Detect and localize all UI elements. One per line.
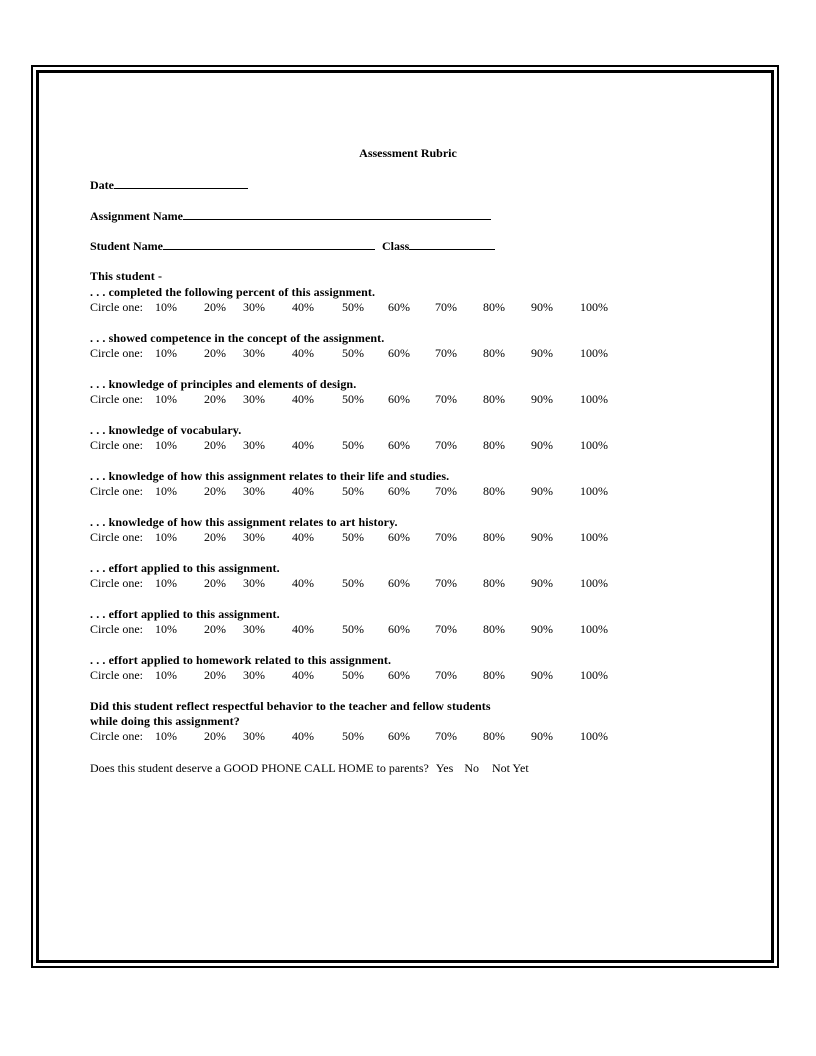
- percent-option-100[interactable]: 100%: [580, 530, 608, 544]
- percent-option-100[interactable]: 100%: [580, 300, 608, 314]
- circle-one-label: Circle one:: [90, 300, 143, 314]
- percent-option-50[interactable]: 50%: [342, 622, 364, 636]
- percent-option-50[interactable]: 50%: [342, 484, 364, 498]
- percent-option-70[interactable]: 70%: [435, 392, 457, 406]
- percent-option-70[interactable]: 70%: [435, 484, 457, 498]
- percent-option-100[interactable]: 100%: [580, 622, 608, 636]
- percent-option-10[interactable]: 10%: [155, 622, 177, 636]
- percent-option-20[interactable]: 20%: [204, 346, 226, 360]
- percent-option-30[interactable]: 30%: [243, 576, 265, 590]
- percent-option-30[interactable]: 30%: [243, 438, 265, 452]
- assignment-name-label: Assignment Name: [90, 209, 183, 223]
- percent-option-70[interactable]: 70%: [435, 346, 457, 360]
- percent-option-100[interactable]: 100%: [580, 668, 608, 682]
- percent-option-60[interactable]: 60%: [388, 438, 410, 452]
- percent-option-10[interactable]: 10%: [155, 392, 177, 406]
- percent-option-70[interactable]: 70%: [435, 622, 457, 636]
- percent-option-10[interactable]: 10%: [155, 729, 177, 743]
- percent-option-30[interactable]: 30%: [243, 530, 265, 544]
- percent-option-60[interactable]: 60%: [388, 392, 410, 406]
- percent-option-80[interactable]: 80%: [483, 484, 505, 498]
- criterion-1: . . . completed the following percent of this assignment.: [90, 285, 376, 299]
- phone-call-option-no[interactable]: No: [464, 761, 479, 775]
- percent-option-20[interactable]: 20%: [204, 530, 226, 544]
- percent-option-90[interactable]: 90%: [531, 392, 553, 406]
- percent-option-80[interactable]: 80%: [483, 622, 505, 636]
- percent-option-30[interactable]: 30%: [243, 622, 265, 636]
- percent-option-90[interactable]: 90%: [531, 729, 553, 743]
- percent-option-40[interactable]: 40%: [292, 484, 314, 498]
- page-title: Assessment Rubric: [359, 146, 457, 160]
- criterion-6: . . . knowledge of how this assignment relates to art history.: [90, 515, 398, 529]
- percent-option-20[interactable]: 20%: [204, 300, 226, 314]
- circle-one-label: Circle one:: [90, 530, 143, 544]
- percent-option-90[interactable]: 90%: [531, 530, 553, 544]
- behavior-question-line1: Did this student reflect respectful behavior to the teacher and fellow students: [90, 699, 491, 713]
- percent-option-80[interactable]: 80%: [483, 530, 505, 544]
- percent-option-20[interactable]: 20%: [204, 484, 226, 498]
- percent-option-70[interactable]: 70%: [435, 530, 457, 544]
- percent-option-70[interactable]: 70%: [435, 729, 457, 743]
- percent-option-30[interactable]: 30%: [243, 392, 265, 406]
- percent-option-50[interactable]: 50%: [342, 729, 364, 743]
- percent-option-30[interactable]: 30%: [243, 346, 265, 360]
- circle-one-label: Circle one:: [90, 668, 143, 682]
- behavior-question-line2: while doing this assignment?: [90, 714, 240, 728]
- percent-option-100[interactable]: 100%: [580, 484, 608, 498]
- percent-option-90[interactable]: 90%: [531, 300, 553, 314]
- percent-option-60[interactable]: 60%: [388, 729, 410, 743]
- criterion-3: . . . knowledge of principles and elements of design.: [90, 377, 357, 391]
- date-blank[interactable]: [114, 177, 248, 189]
- circle-one-label: Circle one:: [90, 438, 143, 452]
- student-class-field: [90, 238, 495, 254]
- date-field: [90, 177, 248, 193]
- percent-option-90[interactable]: 90%: [531, 622, 553, 636]
- percent-option-20[interactable]: 20%: [204, 392, 226, 406]
- assignment-name-field: [90, 208, 491, 224]
- intro-text: This student -: [90, 269, 163, 283]
- percent-option-20[interactable]: 20%: [204, 729, 226, 743]
- assignment-name-blank[interactable]: [183, 208, 491, 220]
- percent-option-90[interactable]: 90%: [531, 484, 553, 498]
- percent-option-90[interactable]: 90%: [531, 346, 553, 360]
- percent-option-100[interactable]: 100%: [580, 576, 608, 590]
- phone-call-question: [90, 761, 529, 776]
- percent-option-60[interactable]: 60%: [388, 346, 410, 360]
- percent-option-80[interactable]: 80%: [483, 729, 505, 743]
- percent-option-100[interactable]: 100%: [580, 438, 608, 452]
- percent-option-80[interactable]: 80%: [483, 668, 505, 682]
- percent-option-50[interactable]: 50%: [342, 346, 364, 360]
- percent-option-80[interactable]: 80%: [483, 300, 505, 314]
- percent-option-70[interactable]: 70%: [435, 668, 457, 682]
- circle-one-label: Circle one:: [90, 576, 143, 590]
- percent-option-80[interactable]: 80%: [483, 438, 505, 452]
- percent-option-50[interactable]: 50%: [342, 392, 364, 406]
- percent-option-40[interactable]: 40%: [292, 346, 314, 360]
- percent-option-70[interactable]: 70%: [435, 576, 457, 590]
- percent-option-20[interactable]: 20%: [204, 438, 226, 452]
- percent-option-10[interactable]: 10%: [155, 530, 177, 544]
- phone-call-option-not-yet[interactable]: Not Yet: [491, 761, 529, 775]
- percent-option-10[interactable]: 10%: [155, 576, 177, 590]
- percent-option-50[interactable]: 50%: [342, 300, 364, 314]
- circle-one-label: Circle one:: [90, 622, 143, 636]
- percent-option-100[interactable]: 100%: [580, 392, 608, 406]
- percent-option-30[interactable]: 30%: [243, 729, 265, 743]
- percent-option-20[interactable]: 20%: [204, 668, 226, 682]
- percent-option-60[interactable]: 60%: [388, 300, 410, 314]
- criterion-4: . . . knowledge of vocabulary.: [90, 423, 242, 437]
- percent-option-100[interactable]: 100%: [580, 729, 608, 743]
- percent-option-60[interactable]: 60%: [388, 484, 410, 498]
- percent-option-90[interactable]: 90%: [531, 668, 553, 682]
- percent-option-90[interactable]: 90%: [531, 438, 553, 452]
- percent-option-60[interactable]: 60%: [388, 622, 410, 636]
- date-label: Date: [90, 178, 114, 192]
- percent-option-20[interactable]: 20%: [204, 576, 226, 590]
- circle-one-label: Circle one:: [90, 346, 143, 360]
- percent-option-70[interactable]: 70%: [435, 438, 457, 452]
- percent-option-80[interactable]: 80%: [483, 576, 505, 590]
- percent-option-50[interactable]: 50%: [342, 668, 364, 682]
- percent-option-30[interactable]: 30%: [243, 484, 265, 498]
- percent-option-50[interactable]: 50%: [342, 530, 364, 544]
- percent-option-50[interactable]: 50%: [342, 576, 364, 590]
- phone-call-question-text: Does this student deserve a GOOD PHONE CALL HOME to parents?: [90, 761, 429, 775]
- percent-option-10[interactable]: 10%: [155, 668, 177, 682]
- criterion-2: . . . showed competence in the concept of the assignment.: [90, 331, 385, 345]
- percent-option-30[interactable]: 30%: [243, 668, 265, 682]
- percent-option-90[interactable]: 90%: [531, 576, 553, 590]
- percent-option-40[interactable]: 40%: [292, 729, 314, 743]
- percent-option-80[interactable]: 80%: [483, 392, 505, 406]
- percent-option-10[interactable]: 10%: [155, 438, 177, 452]
- percent-option-10[interactable]: 10%: [155, 300, 177, 314]
- percent-option-40[interactable]: 40%: [292, 530, 314, 544]
- class-label: Class: [382, 239, 410, 253]
- percent-option-40[interactable]: 40%: [292, 622, 314, 636]
- percent-option-60[interactable]: 60%: [388, 576, 410, 590]
- percent-option-80[interactable]: 80%: [483, 346, 505, 360]
- percent-option-60[interactable]: 60%: [388, 668, 410, 682]
- percent-option-100[interactable]: 100%: [580, 346, 608, 360]
- percent-option-30[interactable]: 30%: [243, 300, 265, 314]
- percent-option-40[interactable]: 40%: [292, 392, 314, 406]
- percent-option-20[interactable]: 20%: [204, 622, 226, 636]
- criterion-9: . . . effort applied to homework related to this assignment.: [90, 653, 392, 667]
- student-name-label: Student Name: [90, 239, 164, 253]
- percent-option-70[interactable]: 70%: [435, 300, 457, 314]
- class-blank[interactable]: [409, 238, 495, 250]
- percent-option-40[interactable]: 40%: [292, 438, 314, 452]
- percent-option-10[interactable]: 10%: [155, 484, 177, 498]
- criterion-8: . . . effort applied to this assignment.: [90, 607, 280, 621]
- circle-one-label: Circle one:: [90, 729, 143, 743]
- phone-call-option-yes[interactable]: Yes: [435, 761, 454, 775]
- criterion-5: . . . knowledge of how this assignment relates to their life and studies.: [90, 469, 450, 483]
- percent-option-40[interactable]: 40%: [292, 300, 314, 314]
- percent-option-50[interactable]: 50%: [342, 438, 364, 452]
- percent-option-10[interactable]: 10%: [155, 346, 177, 360]
- criterion-7: . . . effort applied to this assignment.: [90, 561, 280, 575]
- student-name-blank[interactable]: [163, 238, 375, 250]
- percent-option-40[interactable]: 40%: [292, 576, 314, 590]
- percent-option-40[interactable]: 40%: [292, 668, 314, 682]
- circle-one-label: Circle one:: [90, 484, 143, 498]
- percent-option-60[interactable]: 60%: [388, 530, 410, 544]
- circle-one-label: Circle one:: [90, 392, 143, 406]
